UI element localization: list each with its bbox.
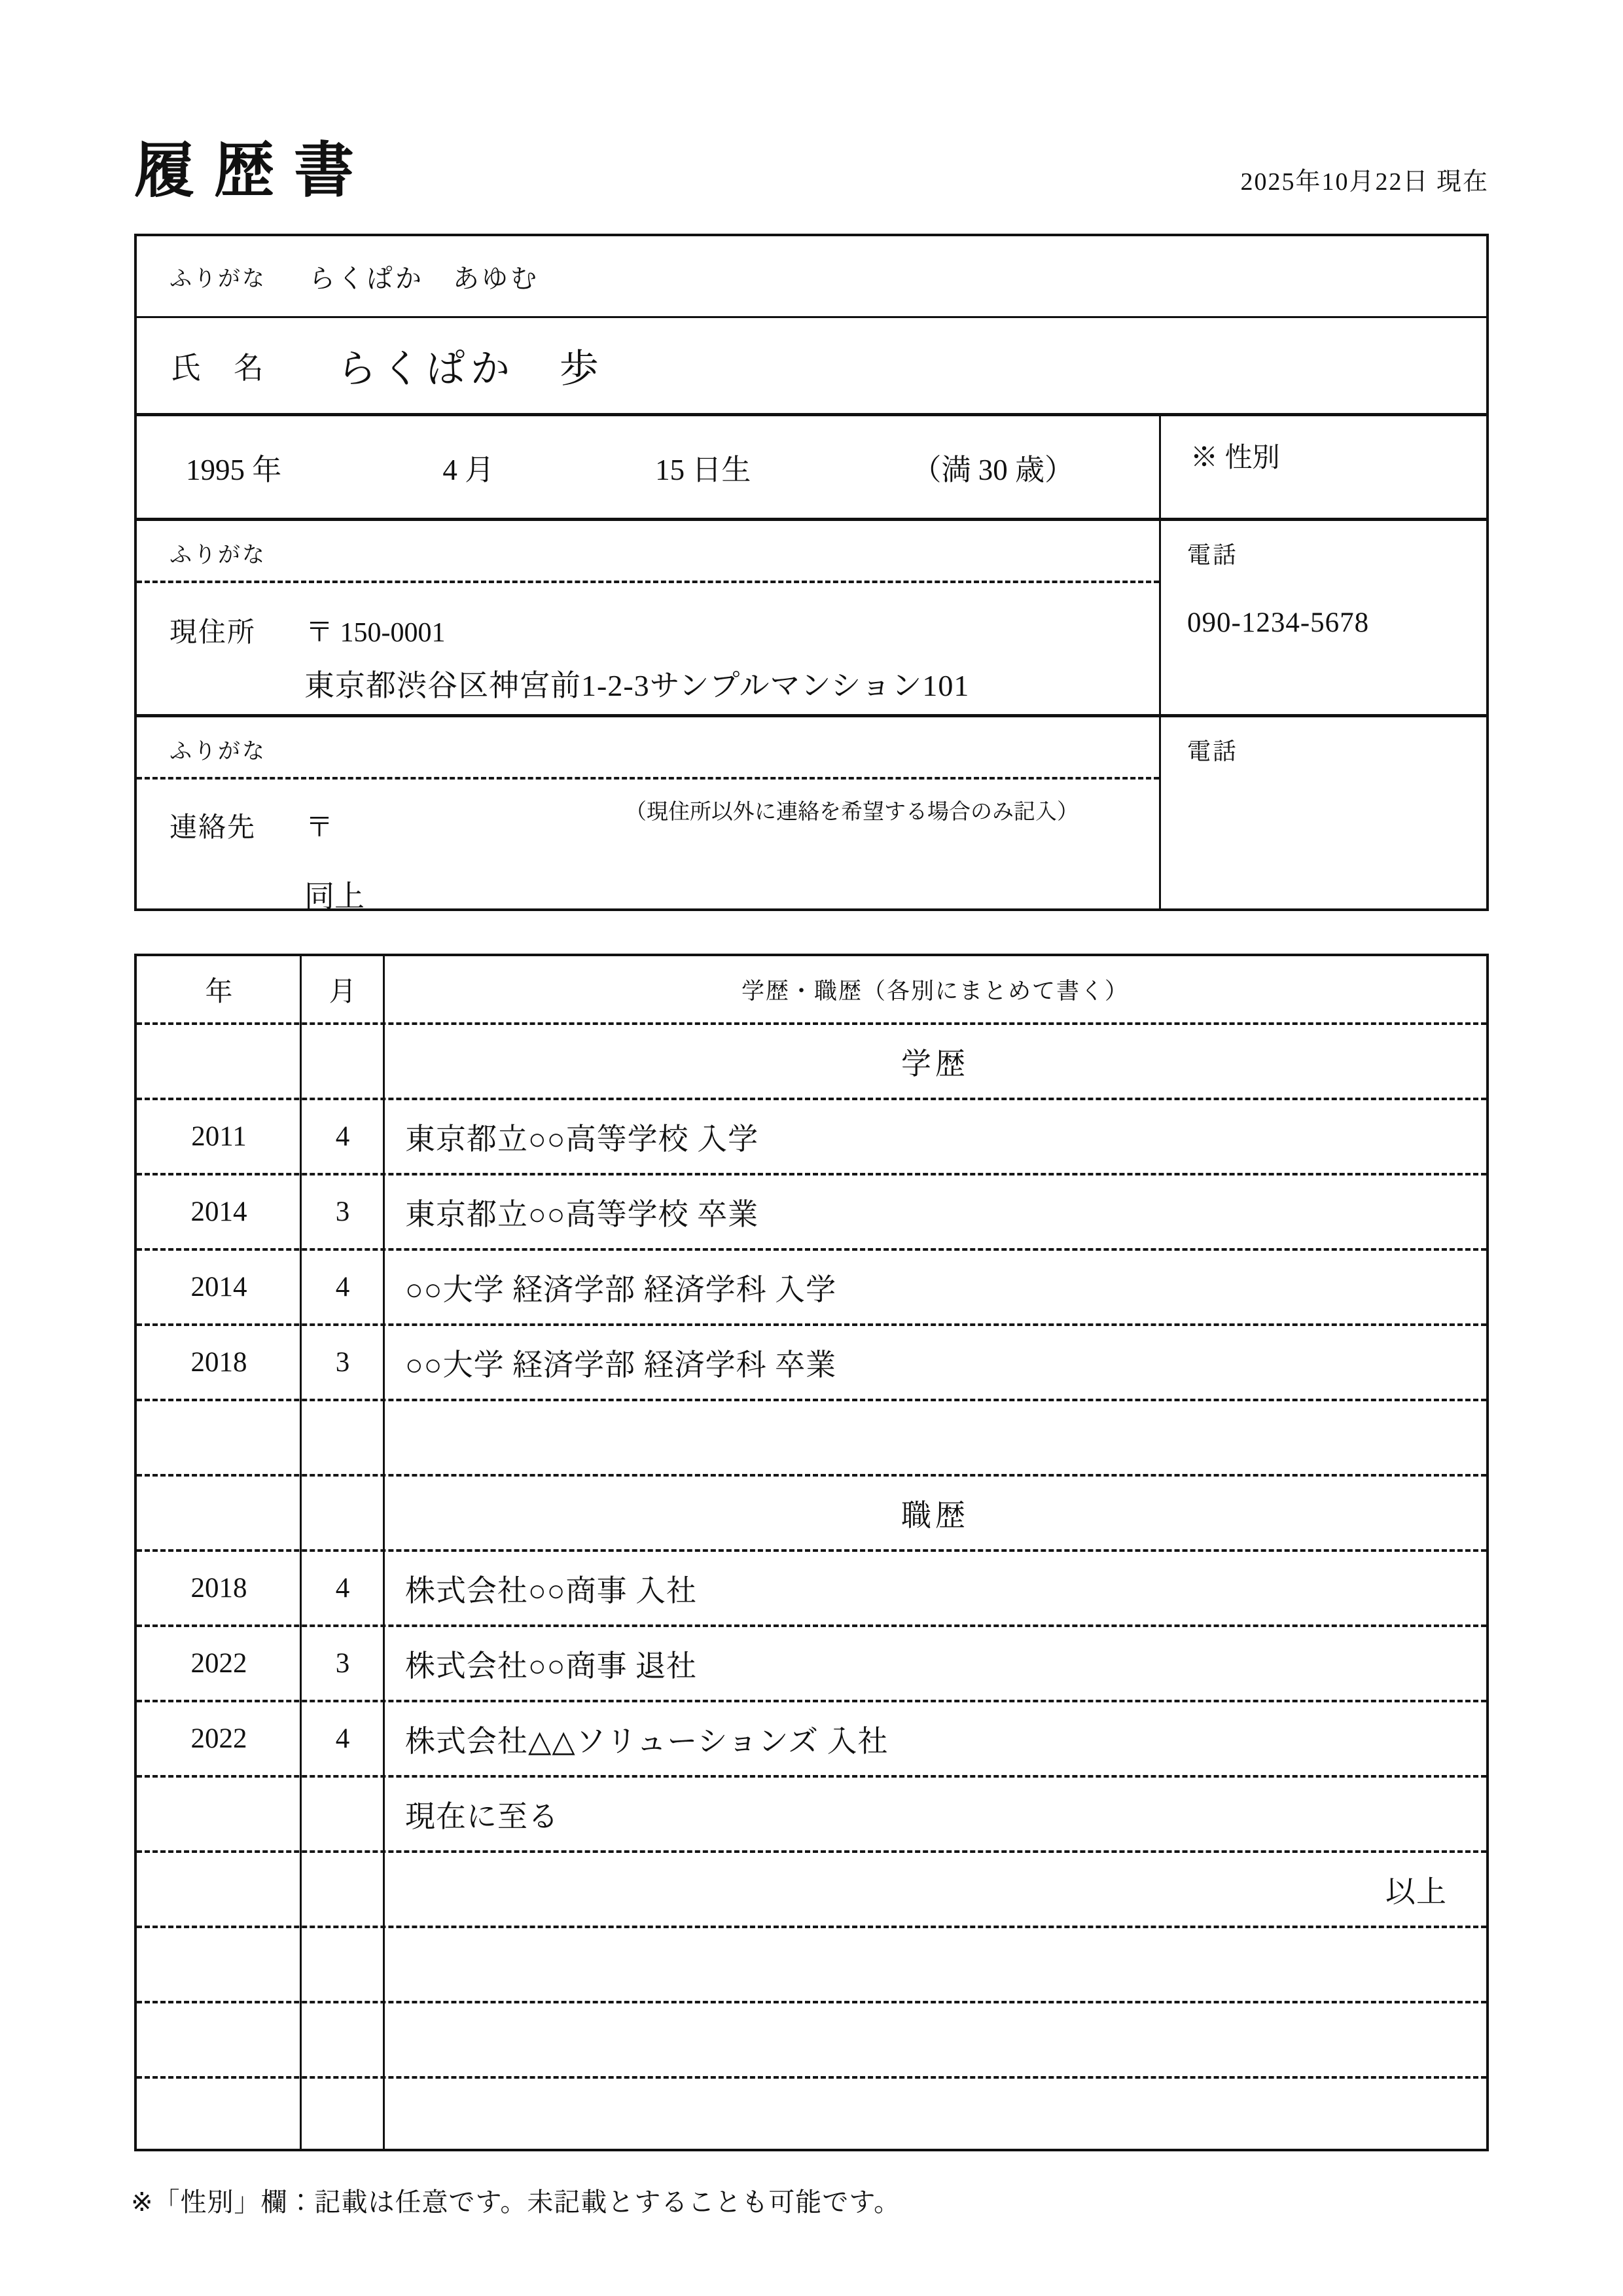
phone-label: 電話 xyxy=(1187,542,1239,568)
contact-phone-label: 電話 xyxy=(1187,738,1239,764)
history-description-cell: 現在に至る xyxy=(405,1799,559,1833)
address-furigana-label: ふりがな xyxy=(169,543,266,567)
history-year-cell: 2014 xyxy=(190,1196,247,1227)
contact-value: 同上 xyxy=(304,880,365,913)
history-row xyxy=(137,1251,1486,1326)
history-year-cell xyxy=(137,2079,301,2154)
furigana-value: らくぱか あゆむ xyxy=(309,263,539,293)
current-date: 2025年10月22日 現在 xyxy=(1240,168,1489,196)
contact-furigana-subrow xyxy=(137,717,1159,780)
history-month-cell: 4 xyxy=(335,1723,350,1754)
birth-year: 1995 年 xyxy=(186,454,282,486)
name-value: らくぱか 歩 xyxy=(337,347,604,391)
history-year-cell xyxy=(137,1025,301,1098)
history-row xyxy=(137,1477,1486,1552)
history-year-cell: 2022 xyxy=(190,1723,247,1754)
description-header: 学歴・職歴（各別にまとめて書く） xyxy=(741,978,1129,1004)
history-rows xyxy=(137,1025,1486,2154)
history-year-cell: 2018 xyxy=(190,1347,247,1378)
history-row xyxy=(137,1627,1486,1702)
birth-age: （満 30 歳） xyxy=(912,454,1074,486)
history-row xyxy=(137,1928,1486,2003)
history-year-cell: 2022 xyxy=(190,1648,247,1679)
history-year-cell: 2011 xyxy=(191,1121,247,1152)
history-description-cell: 以上 xyxy=(1385,1874,1447,1909)
year-column-divider xyxy=(300,956,302,2149)
history-description-cell: ○○大学 経済学部 経済学科 卒業 xyxy=(405,1348,837,1382)
history-year-cell xyxy=(137,1477,301,1549)
birthdate-row xyxy=(137,416,1486,521)
history-description-cell: 職歴 xyxy=(901,1498,969,1532)
history-description-cell: 東京都立○○高等学校 卒業 xyxy=(405,1197,759,1231)
history-description-cell xyxy=(384,2003,1486,2076)
page-title: 履歴書 xyxy=(134,137,374,204)
current-address-cell xyxy=(137,521,1161,714)
contact-furigana-label: ふりがな xyxy=(169,740,266,764)
history-month-cell xyxy=(301,1928,384,2001)
history-month-cell xyxy=(301,2079,384,2154)
personal-info-table xyxy=(134,234,1489,911)
history-month-cell: 4 xyxy=(335,1121,350,1152)
phone-value: 090-1234-5678 xyxy=(1187,607,1370,638)
contact-address-row xyxy=(137,717,1486,913)
history-description-cell: ○○大学 経済学部 経済学科 入学 xyxy=(405,1272,837,1306)
address-phone-cell xyxy=(1161,521,1486,714)
history-row xyxy=(137,1778,1486,1853)
history-row xyxy=(137,1326,1486,1401)
history-description-cell: 株式会社○○商事 退社 xyxy=(405,1649,698,1683)
postal-code: 〒 150-0001 xyxy=(306,618,446,648)
contact-address-cell xyxy=(137,717,1161,913)
contact-phone-cell xyxy=(1161,717,1486,908)
birth-month: 4 月 xyxy=(442,454,495,486)
history-month-cell xyxy=(301,1025,384,1098)
history-month-cell xyxy=(301,1477,384,1549)
gender-label: ※ 性別 xyxy=(1190,443,1280,473)
history-header-row xyxy=(137,956,1486,1025)
history-row xyxy=(137,1175,1486,1251)
history-year-cell xyxy=(137,1778,301,1850)
history-year-cell xyxy=(137,1853,301,1926)
contact-note: （現住所以外に連絡を希望する場合のみ記入） xyxy=(625,800,1079,824)
history-description-cell: 東京都立○○高等学校 入学 xyxy=(405,1122,759,1156)
history-month-cell: 3 xyxy=(335,1196,350,1227)
history-year-cell xyxy=(137,1928,301,2001)
history-table xyxy=(134,954,1489,2151)
name-furigana-row xyxy=(137,236,1486,318)
history-month-cell xyxy=(301,1401,384,1474)
contact-label: 連絡先 xyxy=(169,813,257,843)
history-year-cell: 2014 xyxy=(190,1272,247,1302)
history-year-cell xyxy=(137,2003,301,2076)
contact-postal-mark: 〒 xyxy=(306,813,334,843)
gender-cell xyxy=(1161,416,1486,518)
page-header xyxy=(134,137,1489,204)
current-address-row xyxy=(137,521,1486,717)
history-description-cell xyxy=(384,2079,1486,2154)
history-row xyxy=(137,1853,1486,1928)
history-row xyxy=(137,1100,1486,1175)
month-column-divider xyxy=(383,956,385,2149)
history-row xyxy=(137,1702,1486,1778)
history-description-cell xyxy=(384,1928,1486,2001)
history-month-cell: 4 xyxy=(335,1573,350,1604)
history-row xyxy=(137,2003,1486,2079)
history-month-cell xyxy=(301,2003,384,2076)
history-description-cell: 学歴 xyxy=(901,1047,969,1081)
address-furigana-subrow xyxy=(137,521,1159,583)
history-row xyxy=(137,1025,1486,1100)
history-year-cell xyxy=(137,1401,301,1474)
name-row xyxy=(137,318,1486,416)
birth-day: 15 日生 xyxy=(655,454,751,486)
history-month-cell: 3 xyxy=(335,1648,350,1679)
history-row xyxy=(137,2079,1486,2154)
history-row xyxy=(137,1401,1486,1477)
year-header: 年 xyxy=(205,977,233,1007)
history-month-cell xyxy=(301,1778,384,1850)
current-address-label: 現住所 xyxy=(169,618,257,648)
history-month-cell: 4 xyxy=(335,1272,350,1302)
history-year-cell: 2018 xyxy=(190,1573,247,1604)
month-header: 月 xyxy=(329,977,357,1007)
history-description-cell: 株式会社△△ソリューションズ 入社 xyxy=(405,1724,889,1758)
history-row xyxy=(137,1552,1486,1627)
history-description-cell: 株式会社○○商事 入社 xyxy=(405,1573,698,1607)
history-description-cell xyxy=(384,1401,1486,1474)
address-text: 東京都渋谷区神宮前1-2-3サンプルマンション101 xyxy=(304,669,970,702)
name-label: 氏 名 xyxy=(171,351,265,385)
gender-footnote: ※「性別」欄：記載は任意です。未記載とすることも可能です。 xyxy=(131,2188,901,2217)
history-month-cell xyxy=(301,1853,384,1926)
history-month-cell: 3 xyxy=(335,1347,350,1378)
address-postal-line xyxy=(169,611,1159,650)
furigana-label: ふりがな xyxy=(169,266,266,291)
birthdate-cell xyxy=(137,416,1161,518)
